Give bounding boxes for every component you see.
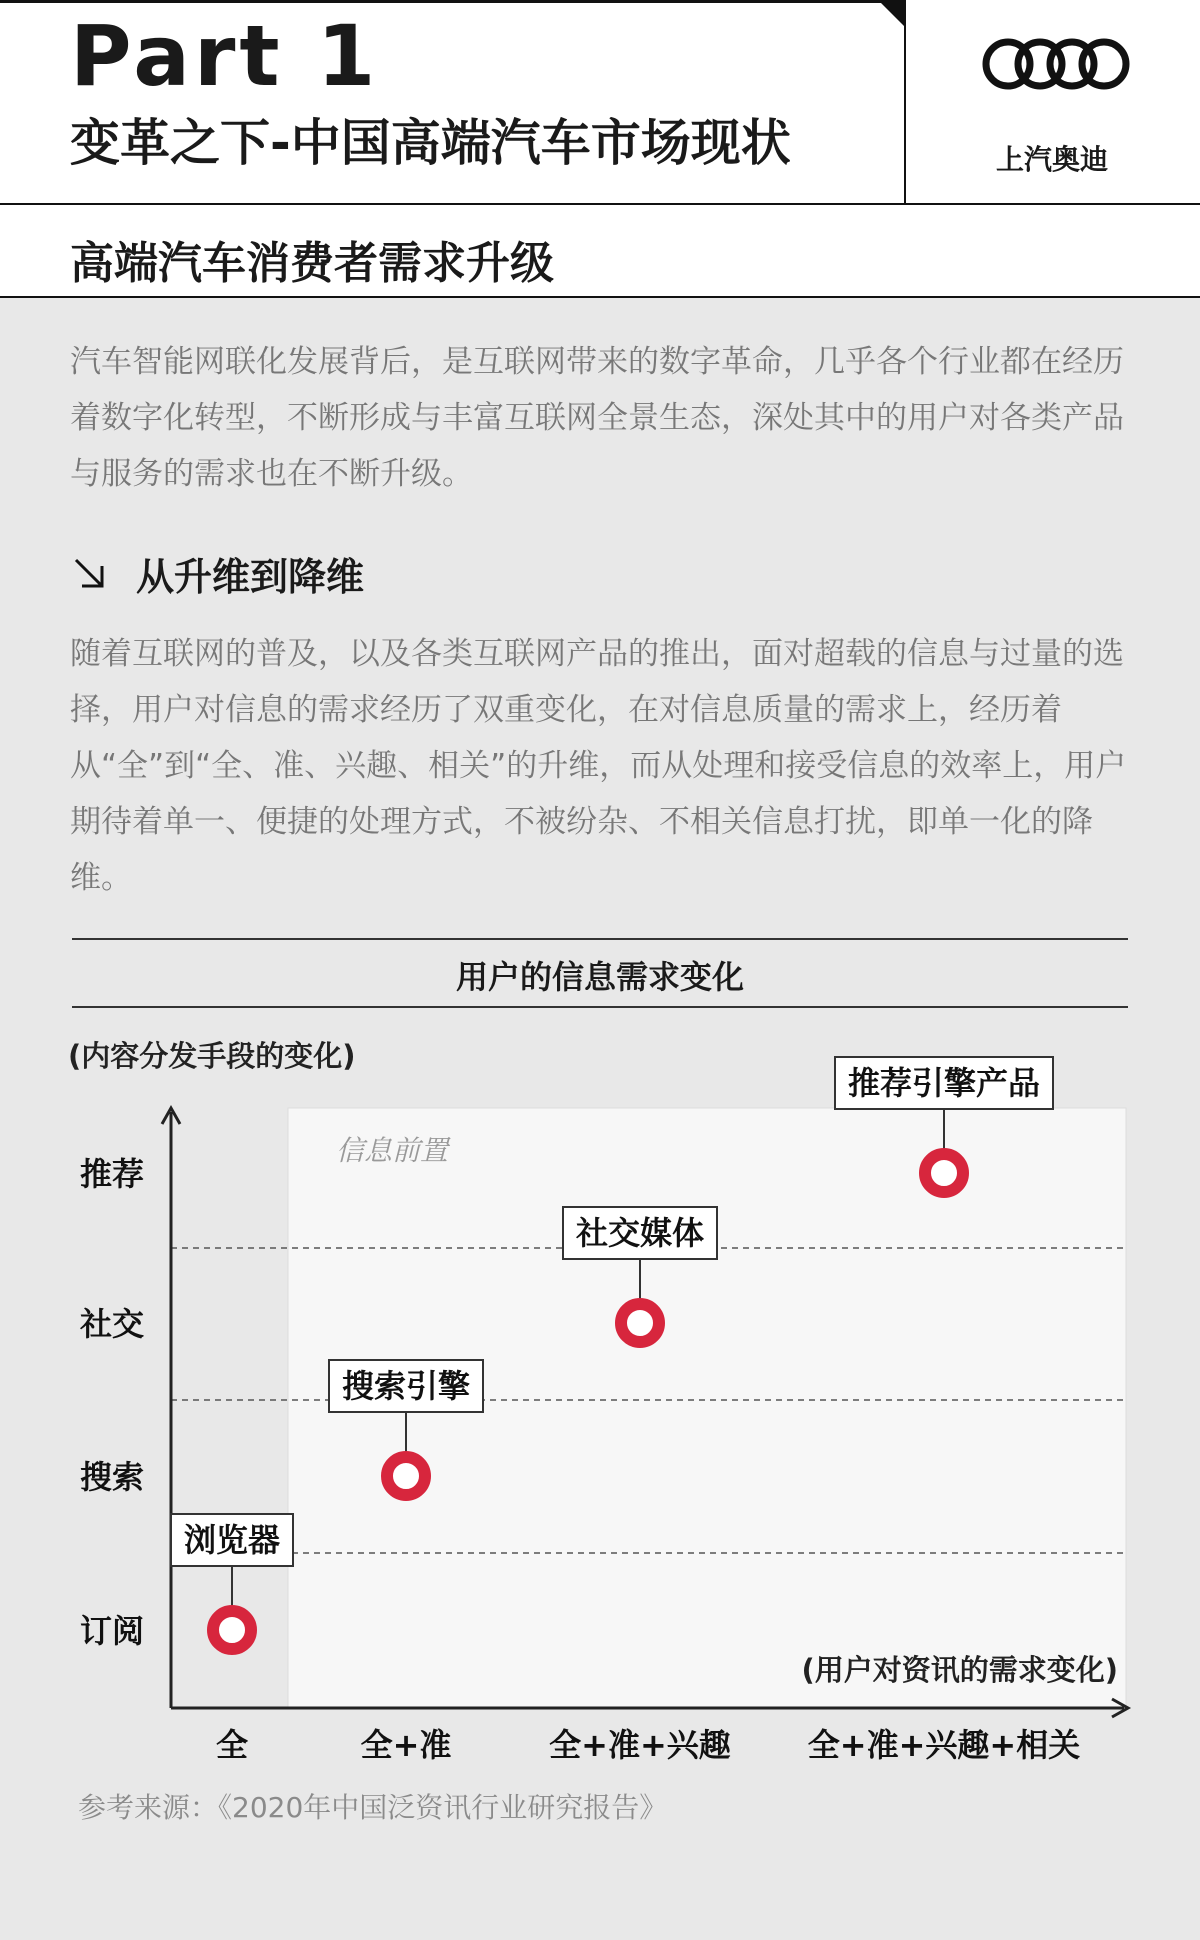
chart-title: 用户的信息需求变化	[455, 958, 744, 996]
subsection-title: 从升维到降维	[136, 555, 365, 599]
section-header	[0, 205, 1200, 298]
arrow-down-right-icon	[70, 554, 110, 594]
header	[0, 0, 1200, 205]
y-tick-label: 社交	[79, 1305, 145, 1343]
corner-notch	[878, 0, 904, 26]
source-note: 参考来源：《2020年中国泛资讯行业研究报告》	[78, 1791, 668, 1824]
y-tick-label: 订阅	[79, 1612, 145, 1650]
y-axis-title: (内容分发手段的变化)	[68, 1039, 356, 1073]
point-label: 推荐引擎产品	[847, 1064, 1041, 1102]
subsection-body: 随着互联网的普及，以及各类互联网产品的推出，面对超载的信息与过量的选择，用户对信息的需求经历了双重变化，在对信息质量的需求上，经历着从“全”到“全、准、兴趣、相关”的升维，而从处理和接受信息的效率上，用户期待着单一、便捷的处理方式，不被纷杂、不相关信息打扰，即单一化的降维。	[70, 636, 1127, 896]
section-title: 高端汽车消费者需求升级	[70, 238, 554, 289]
subsection-heading	[70, 546, 364, 601]
data-point	[621, 1304, 659, 1342]
intro-paragraph: 汽车智能网联化发展背后，是互联网带来的数字革命，几乎各个行业都在经历着数字化转型，不断形成与丰富互联网全景生态，深处其中的用户对各类产品与服务的需求也在不断升级。	[70, 344, 1124, 492]
info-demand-chart	[0, 1020, 1200, 1800]
x-tick-label: 全	[215, 1726, 249, 1764]
x-tick-label: 全+准+兴趣	[549, 1726, 731, 1764]
part-label: Part 1	[70, 7, 380, 105]
y-tick-label: 推荐	[79, 1155, 145, 1193]
part-subtitle: 变革之下-中国高端汽车市场现状	[70, 114, 791, 172]
point-label: 社交媒体	[575, 1214, 705, 1252]
brand-text: 上汽奥迪	[995, 143, 1108, 176]
region-label: 信息前置	[336, 1134, 449, 1167]
x-tick-label: 全+准	[360, 1726, 452, 1764]
x-tick-label: 全+准+兴趣+相关	[807, 1726, 1081, 1764]
audi-rings-icon	[980, 36, 1132, 92]
x-axis-title: (用户对资讯的需求变化)	[801, 1653, 1118, 1687]
data-point	[925, 1154, 963, 1192]
point-label: 浏览器	[183, 1521, 281, 1559]
chart-rule-top	[72, 938, 1128, 940]
data-point	[387, 1457, 425, 1495]
point-label: 搜索引擎	[341, 1367, 471, 1405]
y-tick-label: 搜索	[79, 1458, 145, 1496]
chart-rule-bottom	[72, 1006, 1128, 1008]
data-point	[213, 1611, 251, 1649]
